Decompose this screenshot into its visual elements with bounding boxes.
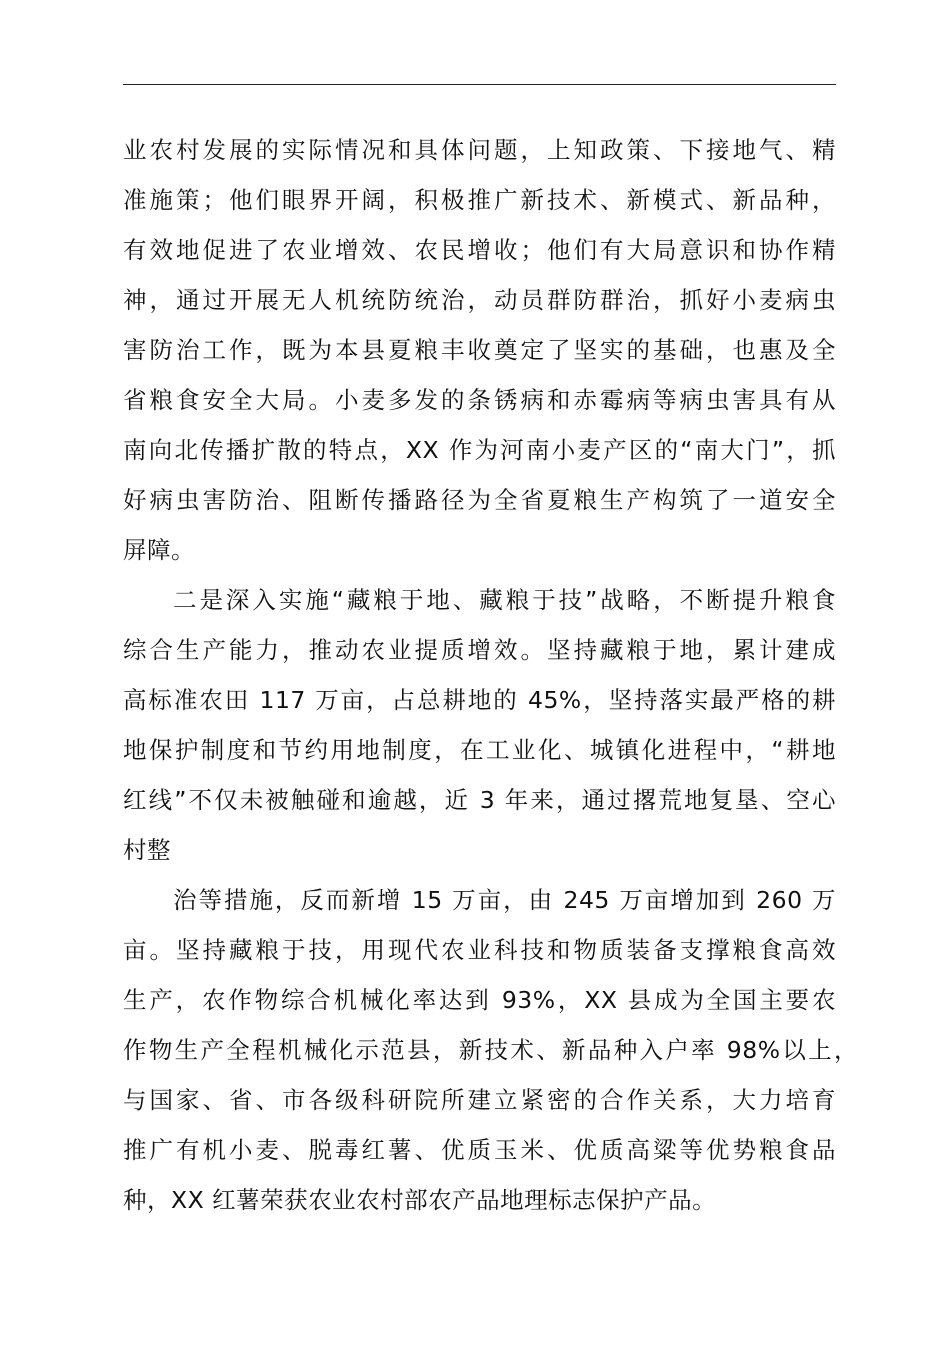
text-line: 生产，农作物综合机械化率达到 93%，XX 县成为全国主要农 bbox=[123, 986, 836, 1014]
text-line: 好病虫害防治、阻断传播路径为全省夏粮生产构筑了一道安全 bbox=[123, 486, 836, 514]
text-line: 害防治工作，既为本县夏粮丰收奠定了坚实的基础，也惠及全 bbox=[123, 336, 836, 364]
text-line: 南向北传播扩散的特点，XX 作为河南小麦产区的“南大门”，抓 bbox=[123, 436, 836, 464]
header-rule bbox=[123, 84, 836, 85]
text-line: 省粮食安全大局。小麦多发的条锈病和赤霉病等病虫害具有从 bbox=[123, 386, 836, 414]
text-line: 村整 bbox=[123, 836, 171, 864]
text-line: 与国家、省、市各级科研院所建立紧密的合作关系，大力培育 bbox=[123, 1086, 836, 1114]
text-line: 综合生产能力，推动农业提质增效。坚持藏粮于地，累计建成 bbox=[123, 636, 836, 664]
paragraph-first-line: 治等措施，反而新增 15 万亩，由 245 万亩增加到 260 万 bbox=[173, 886, 836, 914]
text-line: 红线”不仅未被触碰和逾越，近 3 年来，通过撂荒地复垦、空心 bbox=[123, 786, 836, 814]
text-line: 高标准农田 117 万亩，占总耕地的 45%，坚持落实最严格的耕 bbox=[123, 686, 836, 714]
text-line: 地保护制度和节约用地制度，在工业化、城镇化进程中，“耕地 bbox=[123, 736, 836, 764]
document-body bbox=[123, 125, 858, 1225]
text-line: 准施策；他们眼界开阔，积极推广新技术、新模式、新品种， bbox=[123, 186, 836, 214]
text-line: 亩。坚持藏粮于技，用现代农业科技和物质装备支撑粮食高效 bbox=[123, 936, 836, 964]
text-line: 有效地促进了农业增效、农民增收；他们有大局意识和协作精 bbox=[123, 236, 836, 264]
text-line: 屏障。 bbox=[123, 536, 195, 564]
text-line: 作物生产全程机械化示范县，新技术、新品种入户率 98%以上， bbox=[123, 1036, 858, 1064]
text-line: 业农村发展的实际情况和具体问题，上知政策、下接地气、精 bbox=[123, 136, 836, 164]
text-line: 神，通过开展无人机统防统治，动员群防群治，抓好小麦病虫 bbox=[123, 286, 836, 314]
text-line: 种，XX 红薯荣获农业农村部农产品地理标志保护产品。 bbox=[123, 1186, 717, 1214]
text-line: 推广有机小麦、脱毒红薯、优质玉米、优质高粱等优势粮食品 bbox=[123, 1136, 836, 1164]
paragraph-first-line: 二是深入实施“藏粮于地、藏粮于技”战略，不断提升粮食 bbox=[173, 586, 836, 614]
